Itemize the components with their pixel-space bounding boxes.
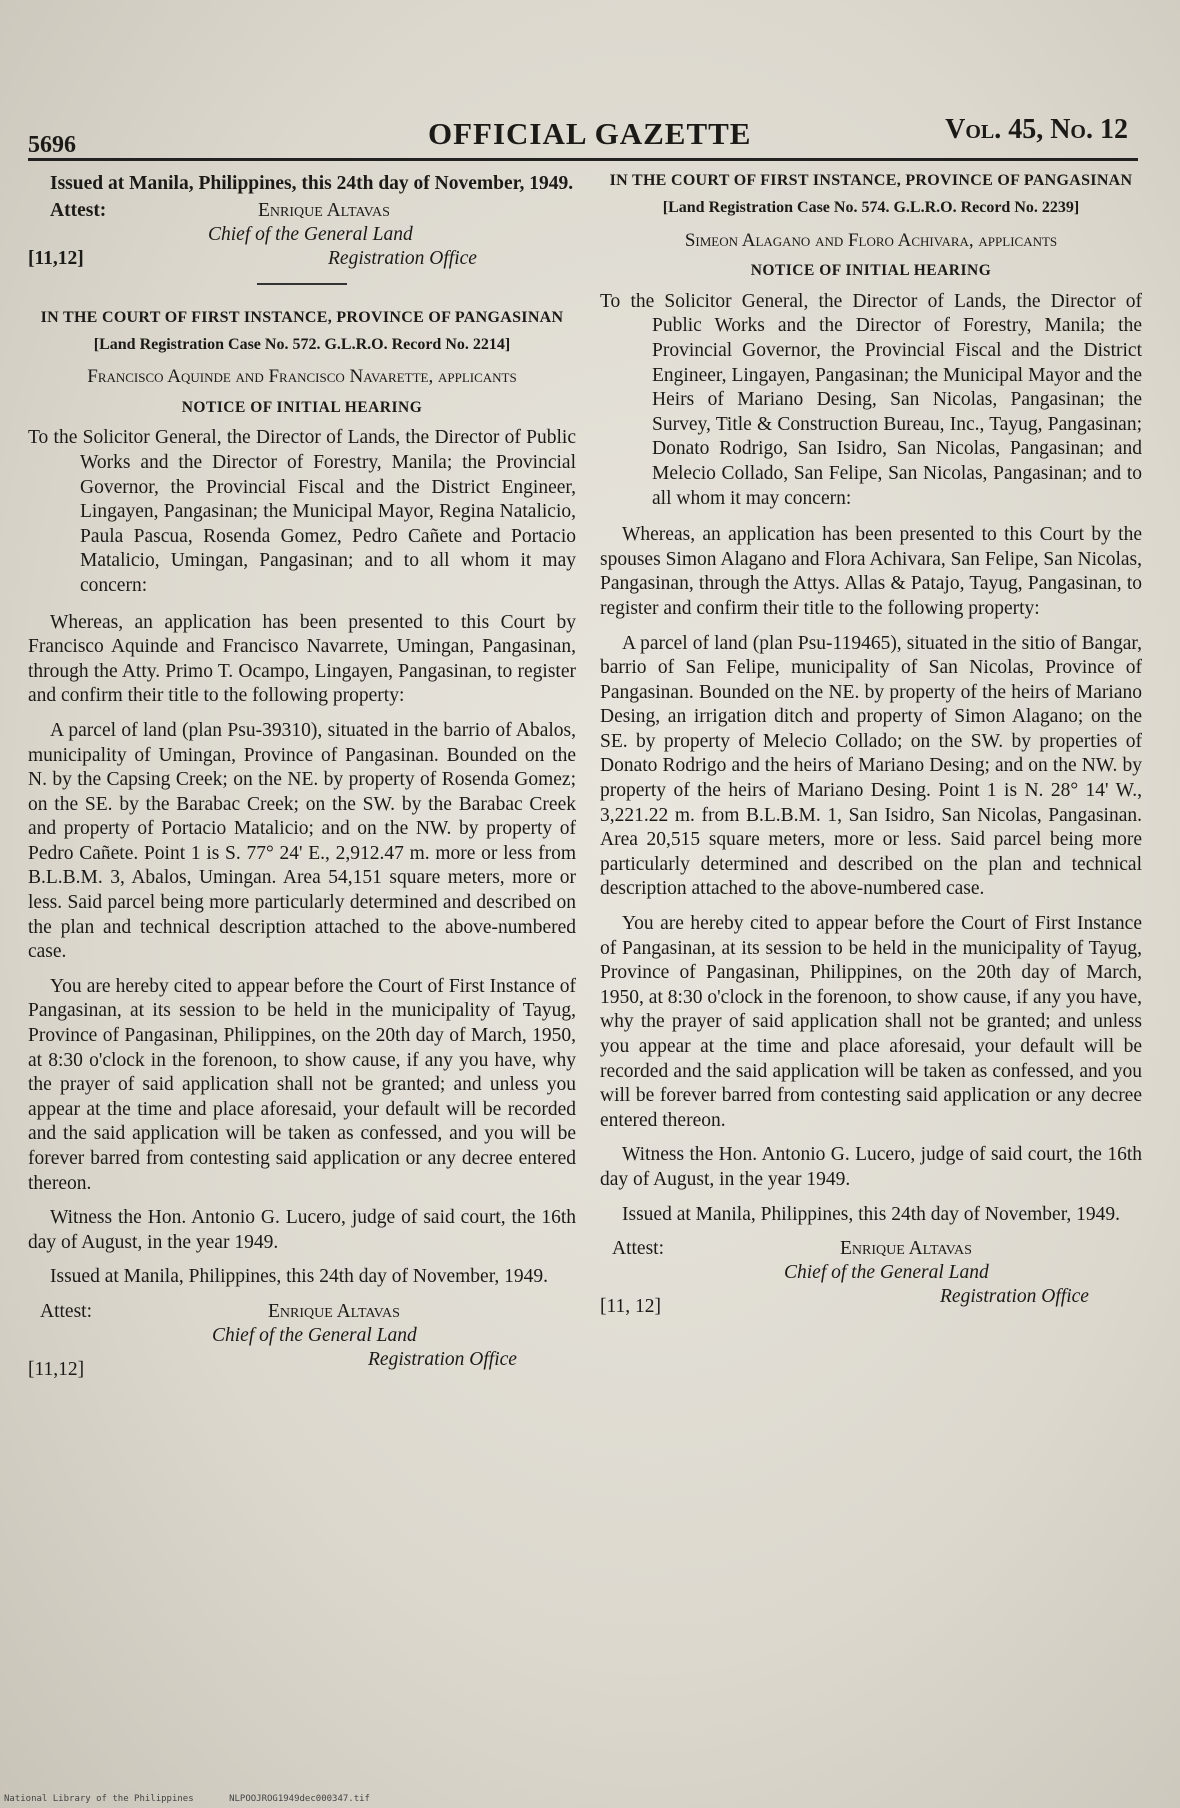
case-number: [Land Registration Case No. 572. G.L.R.O. Record No. 2214] [93,335,511,353]
top-attest-block [28,199,576,269]
notice-heading: NOTICE OF INITIAL HEARING [181,398,423,416]
library-credit: National Library of the Philippines [4,1794,194,1804]
whereas-paragraph: Whereas, an application has been presented to this Court by Francisco Aquinde and Francisco Navarrete, Umingan, Pangasinan, through the Atty. Primo T. Ocampo, Lingayen, Pangasinan, to register and confirm their title to the following property: [28,611,576,707]
page-number: 5696 [28,132,76,158]
witness-paragraph: Witness the Hon. Antonio G. Lucero, judge of said court, the 16th day of August, in the year 1949. [600,1144,1142,1190]
parcel-paragraph: A parcel of land (plan Psu-119465), situated in the sitio of Bangar, barrio of San Felipe, municipality of San Nicolas, Province of Pangasinan. Bounded on the NE. by property of the heirs of Mariano Desing, an irrigation ditch and property of Simon Alagano; on the SE. by property of Melecio Collado; on the SW. by properties of Donato Rodrigo and the heirs of Mariano Desing; and on the NW. by property of the heirs of Mariano Desing. Point 1 is N. 28° 14' W., 3,221.22 m. from B.L.B.M. 1, San Isidro, San Nicolas, Pangasinan. Area 20,515 square meters, more or less. Said parcel being more particularly determined and described on the plan and technical description attached to the above-numbered case. [600,632,1142,900]
attest-name: Enrique Altavas [840,1238,972,1260]
attest-block [600,1237,1142,1323]
addressees: To the Solicitor General, the Director of Lands, the Director of Public Works and the Director of Forestry, Manila; the Provincial Governor, the Provincial Fiscal and the District Engineer, Lingayen, Pangasinan; the Municipal Mayor and the Heirs of Mariano Desing, San Nicolas, Pangasinan; the Survey, Title & Construction Bureau, Inc., Tayug, Pangasinan; Donato Rodrigo, San Isidro, San Nicolas, Pangasinan; and Melecio Collado, San Felipe, San Nicolas, Pangasinan; and to all whom it may concern: [600,290,1142,509]
parcel-paragraph: A parcel of land (plan Psu-39310), situated in the barrio of Abalos, municipality of Umingan, Province of Pangasinan. Bounded on the N. by the Capsing Creek; on the NE. by property of Rosenda Gomez; on the SE. by the Barabac Creek; on the SW. by the Barabac Creek and property of Portacio Matalicio; and on the NW. by property of Pedro Cañete. Point 1 is S. 77° 24' E., 2,912.47 m. more or less from B.L.B.M. 3, Abalos, Umingan. Area 54,151 square meters, more or less. Said parcel being more particularly determined and described on the plan and technical description attached to the above-numbered case. [28,719,576,963]
header-rule [28,158,1138,161]
scan-footer [4,1794,400,1804]
attest-block [28,1300,576,1386]
attest-name: Enrique Altavas [268,1300,400,1322]
notice-heading: NOTICE OF INITIAL HEARING [750,262,992,280]
attest-label: Attest: [50,199,107,221]
attest-title-line-1: Chief of the General Land [208,223,413,245]
top-issued-line: Issued at Manila, Philippines, this 24th day of November, 1949. [50,173,574,194]
attest-ref: [11, 12] [600,1296,662,1318]
file-name: NLPOOJROG1949dec000347.tif [229,1794,370,1804]
left-column [28,172,576,1386]
applicants: Francisco Aquinde and Francisco Navarette, applicants [87,366,517,388]
publication-title: OFFICIAL GAZETTE [428,116,752,151]
attest-title-line-2: Registration Office [328,247,477,269]
cited-paragraph: You are hereby cited to appear before the Court of First Instance of Pangasinan, at its session to be held in the municipality of Tayug, Province of Pangasinan, Philippines, on the 20th day of March, 1950, at 8:30 o'clock in the forenoon, to show cause, if any you have, why the prayer of said application shall not be granted; and unless you appear at the time and place aforesaid, your default will be recorded and the said application will be taken as confessed, and you will be forever barred from contesting said application or any decree entered thereon. [28,975,576,1194]
attest-name: Enrique Altavas [258,199,390,221]
court-heading: IN THE COURT OF FIRST INSTANCE, PROVINCE OF PANGASINAN [609,172,1133,189]
section-divider [257,283,347,285]
witness-paragraph: Witness the Hon. Antonio G. Lucero, judge of said court, the 16th day of August, in the year 1949. [28,1207,576,1253]
attest-ref: [11,12] [28,247,84,269]
issued-paragraph: Issued at Manila, Philippines, this 24th day of November, 1949. [50,1266,549,1288]
issued-paragraph: Issued at Manila, Philippines, this 24th day of November, 1949. [622,1203,1121,1225]
attest-title-line-2: Registration Office [368,1348,517,1370]
addressees: To the Solicitor General, the Director of Lands, the Director of Public Works and the Director of Forestry, Manila; the Provincial Governor, the Provincial Fiscal and the District Engineer, Lingayen, Pangasinan; the Municipal Mayor, Regina Natalicio, Paula Pascua, Rosenda Gomez, Pedro Cañete and Portacio Matalicio, Umingan, Pangasinan; and to all whom it may concern: [28,427,576,596]
whereas-paragraph: Whereas, an application has been presented to this Court by the spouses Simon Alagano and Flora Achivara, San Felipe, San Nicolas, Pangasinan, through the Attys. Allas & Patajo, Tayug, Pangasinan, to register and confirm their title to the following property: [600,524,1142,619]
attest-ref: [11,12] [28,1358,85,1380]
attest-title-line-2: Registration Office [940,1286,1089,1308]
attest-title-line-1: Chief of the General Land [212,1324,417,1346]
applicants: Simeon Alagano and Floro Achivara, applicants [684,229,1058,251]
court-heading: IN THE COURT OF FIRST INSTANCE, PROVINCE OF PANGASINAN [40,308,564,326]
attest-title-line-1: Chief of the General Land [784,1262,989,1284]
right-column [600,172,1142,1323]
volume-label: Vol. 45, No. 12 [945,114,1128,145]
page-header [28,110,1128,162]
attest-label: Attest: [40,1300,92,1322]
attest-label: Attest: [612,1238,664,1260]
cited-paragraph: You are hereby cited to appear before the Court of First Instance of Pangasinan, at its session to be held in the municipality of Tayug, Province of Pangasinan, Philippines, on the 20th day of March, 1950, at 8:30 o'clock in the forenoon, to show cause, if any you have, why the prayer of said application shall not be granted; and unless you appear at the time and place aforesaid, your default will be recorded and the said application will be taken as confessed, and you will be forever barred from contesting said application or any decree entered thereon. [600,913,1142,1131]
case-number: [Land Registration Case No. 574. G.L.R.O. Record No. 2239] [662,199,1080,216]
